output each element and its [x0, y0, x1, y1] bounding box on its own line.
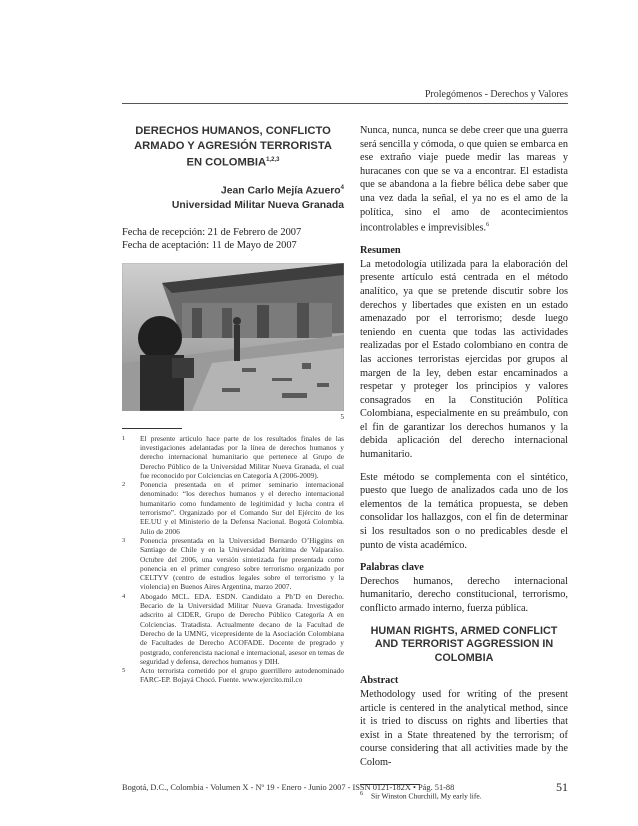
abstract-text: Methodology used for writing of the present article is centered in the analytical method, since it is tried to discuss on rights and liberties that exist in a State threatened by the terrorism; of course considering that all activities made by the Colom-	[360, 688, 568, 768]
footnote-number: 5	[122, 667, 126, 675]
english-title: HUMAN RIGHTS, ARMED CONFLICT AND TERRORIST AGGRESSION IN COLOMBIA	[370, 624, 558, 664]
footnote-number: 3	[122, 536, 126, 544]
right-column	[360, 124, 568, 800]
author-name: Jean Carlo Mejía Azuero	[220, 185, 341, 197]
author-line	[122, 181, 344, 199]
footnote-text: Acto terrorista cometido por el grupo guerrillero autodenominado FARC-EP. Bojayá Chocó. Fuente. www.ejercito.mil.co	[140, 666, 344, 685]
spacer	[360, 462, 568, 471]
article-title	[134, 124, 332, 170]
footnote-number: 2	[122, 481, 126, 489]
footnotes-left	[122, 434, 344, 685]
epigraph	[360, 124, 568, 235]
title-footnote-refs: 1,2,3	[266, 157, 280, 163]
footnote-text: Ponencia presentada en el primer seminario internacional denominado: “los derechos humanos y el derecho internacional humanitario como fundamento de legitimidad y lucha contra el terrorismo”. Organizado por el Comando Sur del Ejército de los EE.UU y el Ministerio de la Defensa Nacional. Bogotá Colombia. Julio de 2006	[140, 480, 344, 536]
footnote-item	[122, 592, 344, 666]
footnote-number: 6	[360, 790, 363, 797]
keywords-text: Derechos humanos, derecho internacional humanitario, derecho constitucional, terrorismo, conflicto armado interno, fuerza pública.	[360, 575, 568, 615]
author-affiliation: Universidad Militar Nueva Granada	[171, 200, 344, 212]
footnote-item	[122, 536, 344, 592]
resumen-paragraph-2: Este método se complementa con el sintético, puesto que luego de analizados cada uno de los elementos de la temática propuesta, se deben consolidar los hallazgos, con el fin de determinar si los resultados son o no predicables desde el punto de vista académico.	[360, 471, 568, 551]
footnote-item	[122, 480, 344, 536]
date-accepted: Fecha de aceptación: 11 de Mayo de 2007	[122, 240, 297, 252]
spacer	[360, 665, 568, 674]
dates-block	[122, 226, 344, 253]
footer-citation: Bogotá, D.C., Colombia - Volumen X - Nº 19 - Enero - Junio 2007 - ISSN 0121-182X • Pág. 51-88	[122, 783, 455, 792]
header-rule	[122, 103, 568, 104]
footnote-number: 4	[122, 592, 126, 600]
date-received: Fecha de recepción: 21 de Febrero de 2007	[122, 226, 302, 238]
author-block	[122, 181, 344, 213]
running-header: Prolegómenos - Derechos y Valores	[424, 89, 568, 100]
footnote-text: Sir Winston Churchill, My early life.	[371, 791, 482, 801]
footnote-text: Ponencia presentada en la Universidad Bernardo O’Higgins en Santiago de Chile y en la Universidad Marítima de Valparaíso. Octubre del 2006, una versión sintetizada fue presentada como ponencia en el primer congreso sobre terrorismo organizado por CELTYV (centro de estudios legales sobre el terrorismo y la violencia) en Buenos Aires Argentina, marzo 2007.	[140, 535, 344, 592]
article-photo	[122, 263, 344, 411]
footnote-number: 1	[122, 434, 126, 442]
resumen-heading: Resumen	[360, 245, 401, 257]
abstract-heading: Abstract	[360, 675, 399, 687]
footnote-text: El presente artículo hace parte de los resultados finales de las investigaciones adelantadas por la línea de derechos humanos y derecho internacional humanitario que pertenece al Grupo de Derecho Público de la Universidad Militar Nueva Granada, el cual fue reconocido por Colciencias en Categoría A (2006-2009).	[140, 433, 344, 480]
page-footer	[122, 780, 568, 795]
footnote-item	[122, 434, 344, 480]
article-title-text: DERECHOS HUMANOS, CONFLICTO ARMADO Y AGRESIÓN TERRORISTA EN COLOMBIA	[134, 125, 332, 169]
spacer	[360, 616, 568, 625]
epigraph-footnote-ref: 6	[486, 222, 490, 229]
photo-image	[122, 263, 344, 411]
footnote-item	[122, 666, 344, 685]
photo-footnote-ref: 5	[340, 412, 344, 421]
author-footnote-ref: 4	[340, 185, 344, 192]
footnote-rule	[122, 428, 182, 429]
resumen-paragraph-1: La metodología utilizada para la elaboración del presente artículo está centrada en el método analítico, ya que se pretende discutir sobre los derechos y libertades que existen en un estado amenazado por el terrorismo; desde luego teniendo en cuenta que todas las actividades realizadas por el Estado colombiano en contra de las acciones terroristas ejercidas por grupos al margen de la ley, deben estar encaminados a respetar y proteger los principios y valores consagrados en la Constitución Política Colombiana, especialmente en su preámbulo, con el fin de garantizar los derechos humanos y la debida aplicación del derecho internacional humanitario.	[360, 258, 568, 461]
spacer	[360, 235, 568, 244]
left-column	[122, 124, 344, 685]
page-number: 51	[556, 780, 568, 794]
epigraph-text: Nunca, nunca, nunca se debe creer que una guerra será sencilla y cómoda, o que quien se embarca en ese extraño viaje puede medir las mareas y huracanes con que se va a encontrar. El estadista que se abandona a la fiebre bélica debe saber que una vez dada la señal, el ya no es el amo de la política, sino el amo de acontecimientos incontrolables e imprevisibles.	[360, 125, 568, 234]
keywords-heading: Palabras clave	[360, 562, 424, 574]
footnote-text: Abogado MCL. EDA. ESDN. Candidato a Ph’D en Derecho. Becario de la Universidad Militar Nueva Granada. Investigador adscrito al CIDER, Grupo de Derecho Público Categoría A en Colciencias. Tratadista. Actualmente decano de la Facultad de Derecho de la UMNG, vicepresidente de la Asociación Colombiana de Facultades de Derecho ACOFADE. Docente de pregrado y postgrado, conferencista nacional e internacional, asesor en temas de seguridad y defensa, derechos humanos y DIH.	[140, 591, 344, 666]
spacer	[360, 552, 568, 561]
